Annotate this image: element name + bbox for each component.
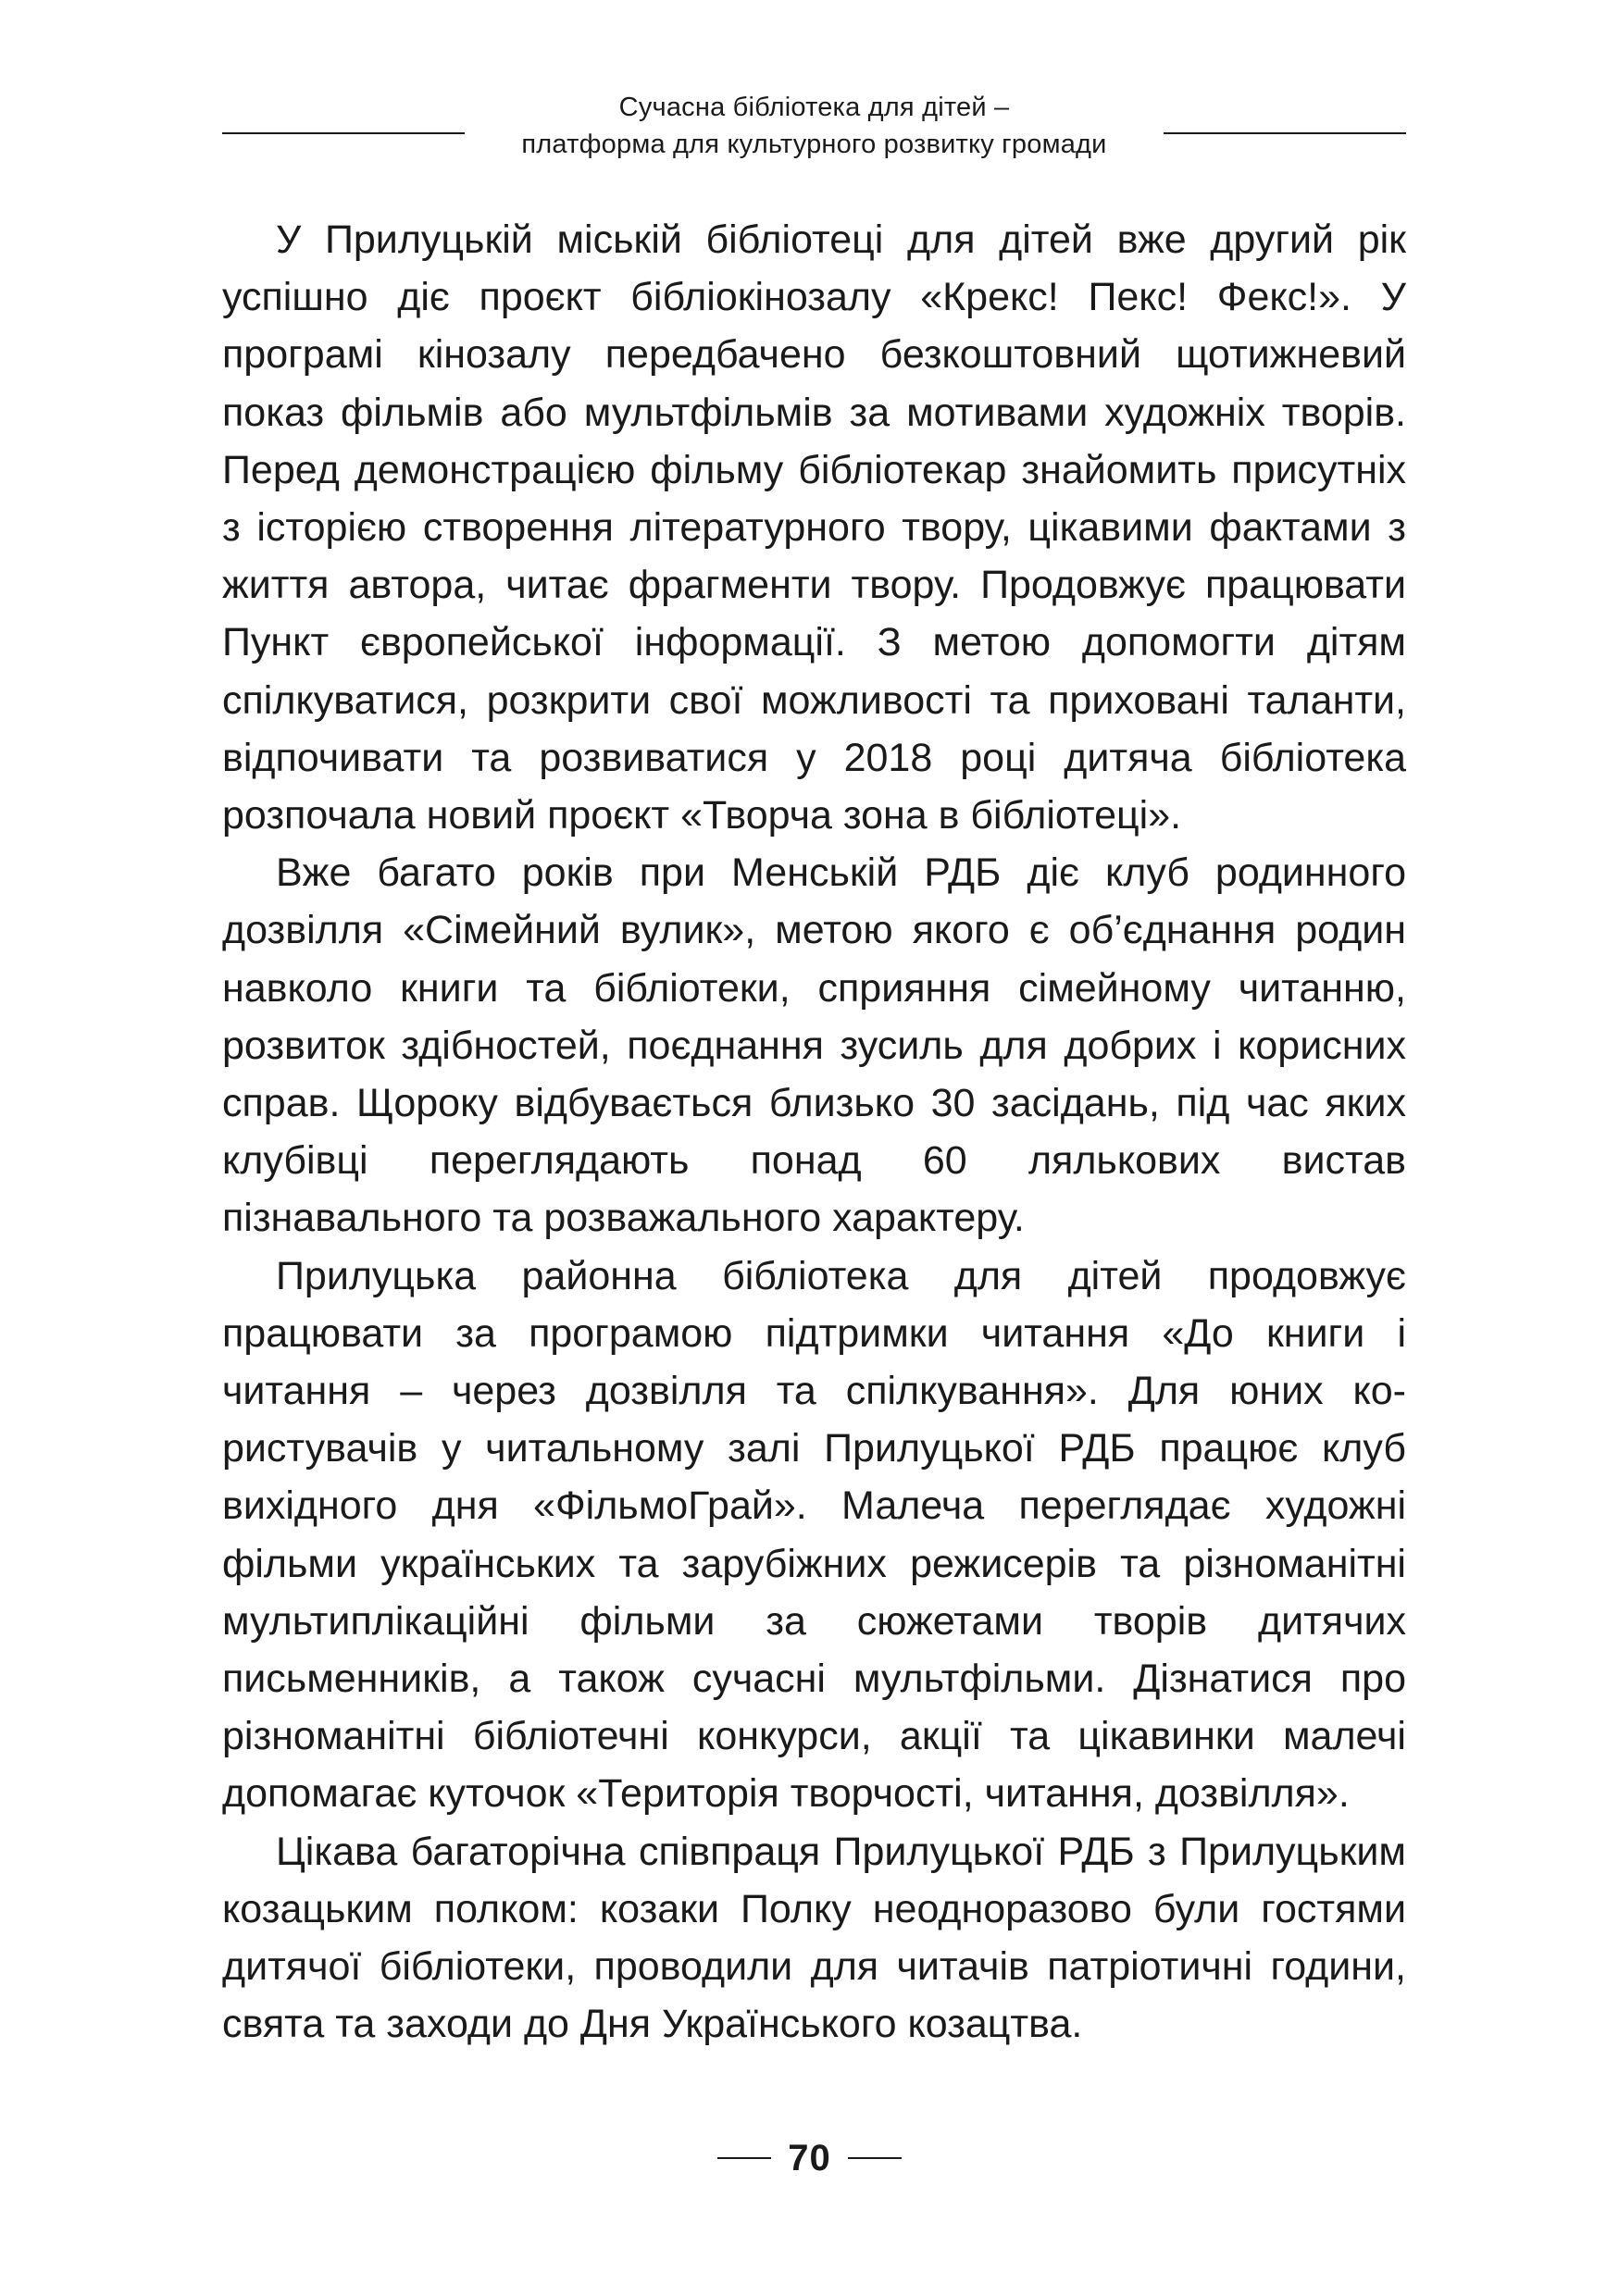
paragraph: Вже багато років при Менській РДБ діє клуб родинного дозвілля «Сімейний вулик», метою якого є об’єднання родин навколо книги та бібліотеки, сприяння сімейному читанню, розвиток здібностей, поєднання зусиль для добрих і корисних справ. Щороку відбувається близько 30 засідань, під час яких клубівці переглядають понад 60 лялькових вистав пізнавального та розважального характеру. [222, 850, 1406, 1241]
page-number-rule-left [717, 2157, 771, 2159]
paragraph: У Прилуцькій міській бібліотеці для дітей вже другий рік успішно діє проєкт бібліокінозалу «Крекс! Пекс! Фекс!». У програмі кінозалу передбачено безкоштовний щотижневий показ фільмів або мультфільмів за мотивами художніх творів. Перед демонстрацією фільму бібліотекар знайомить присутніх з історією створення літературного твору, цікавими фактами з життя автора, читає фрагменти твору. Продовжує працювати Пункт європейської інформації. З метою допомогти дітям спілкуватися, розкрити свої можливості та приховані таланти, відпочивати та розвиватися у 2018 році дитяча бібліотека розпочала новий проєкт «Творча зона в бібліотеці». [222, 217, 1406, 838]
header-rule-right [1164, 132, 1406, 134]
body-text [222, 211, 1406, 2054]
header-title [465, 89, 1164, 163]
running-header [222, 89, 1406, 172]
header-rule-left [222, 132, 465, 134]
header-title-line-1: Сучасна бібліотека для дітей – [618, 93, 1010, 122]
page-number-text: 70 [788, 2137, 831, 2178]
paragraph: Цікава багаторічна співпраця Прилуцької РДБ з Прилуцьким козацьким полком: козаки Полку неодноразово були гостями дитячої бібліотеки, проводили для читачів патріотичні години, свята та заходи до Дня Українського козацтва. [222, 1829, 1406, 2047]
header-title-line-2: платформа для культурного розвитку громади [521, 130, 1107, 159]
page-number [0, 2130, 1619, 2186]
paragraph: Прилуцька районна бібліотека для дітей продовжує працювати за програмою підтримки читання «До книги і читання – через дозвілля та спілкування». Для юних користувачів у читальному залі Прилуцької РДБ працює клуб вихідного дня «ФільмоГрай». Малеча переглядає художні фільми українських та зарубіжних режисерів та різноманітні мультиплікаційні фільми за сюжетами творів дитячих письменників, а також сучасні мультфільми. Дізнатися про різноманітні бібліотечні конкурси, акції та цікавинки малечі допомагає куточок «Територія творчості, читання, дозвілля». [222, 1253, 1406, 1817]
page-number-rule-right [848, 2157, 902, 2159]
